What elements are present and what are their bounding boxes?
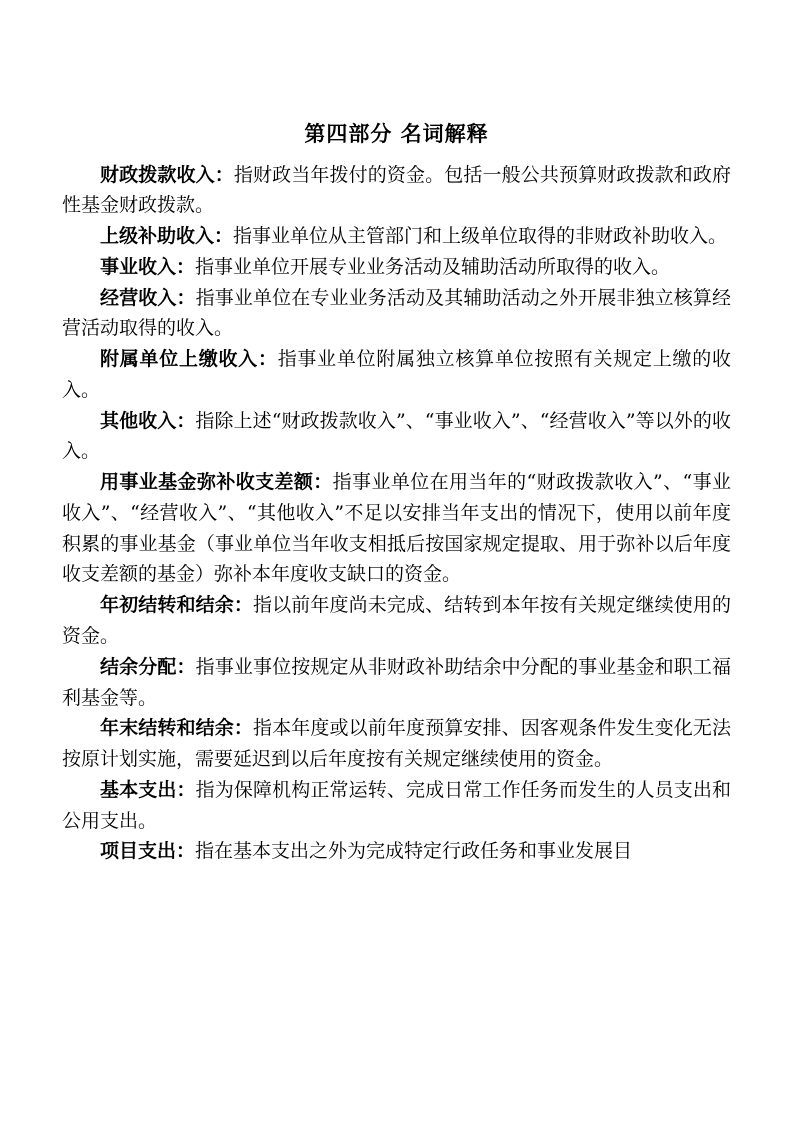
- glossary-definition: 指除上述“财政拨款收入”、“事业收入”、“经营收入”等以外的收入。: [62, 409, 731, 463]
- term-separator: ：: [233, 594, 253, 617]
- glossary-term: 基本支出: [100, 778, 177, 801]
- glossary-definition: 指为保障机构正常运转、完成日常工作任务而发生的人员支出和公用支出。: [62, 778, 731, 832]
- glossary-entry: [62, 221, 731, 252]
- term-separator: ：: [176, 840, 196, 863]
- glossary-definition: 指本年度或以前年度预算安排、因客观条件发生变化无法按原计划实施，需要延迟到以后年度按有关规定继续使用的资金。: [62, 717, 731, 771]
- glossary-entry: [62, 160, 731, 222]
- glossary-entry: [62, 252, 731, 283]
- glossary-term: 年初结转和结余: [100, 594, 234, 617]
- glossary-definition: 指以前年度尚未完成、结转到本年按有关规定继续使用的资金。: [62, 594, 731, 647]
- term-separator: ：: [176, 286, 196, 309]
- glossary-entry: [62, 590, 731, 652]
- term-separator: ：: [176, 778, 196, 801]
- glossary-term: 经营收入: [100, 286, 177, 309]
- term-separator: ：: [214, 225, 234, 248]
- glossary-term: 用事业基金弥补收支差额: [100, 471, 314, 494]
- glossary-entry: [62, 406, 731, 468]
- term-separator: ：: [214, 163, 234, 186]
- term-separator: ：: [176, 255, 196, 278]
- page-title: 第四部分 名词解释: [304, 121, 489, 146]
- glossary-definition: 指财政当年拨付的资金。包括一般公共预算财政拨款和政府性基金财政拨款。: [62, 163, 731, 217]
- glossary-definition: 指事业单位在专业业务活动及其辅助活动之外开展非独立核算经营活动取得的收入。: [62, 286, 731, 340]
- glossary-definition: 指事业单位开展专业业务活动及辅助活动所取得的收入。: [195, 255, 671, 278]
- glossary-definition: 指在基本支出之外为完成特定行政任务和事业发展目: [195, 840, 633, 863]
- term-separator: ：: [257, 348, 278, 371]
- glossary-entry: [62, 713, 731, 775]
- glossary-definition: 指事业事位按规定从非财政补助结余中分配的事业基金和职工福利基金等。: [62, 655, 731, 709]
- glossary-term: 其他收入: [100, 409, 177, 432]
- glossary-term: 项目支出: [100, 840, 177, 863]
- glossary-term: 年末结转和结余: [100, 717, 234, 740]
- glossary-entry: [62, 775, 731, 837]
- glossary-term: 上级补助收入: [100, 225, 215, 248]
- glossary-entry: [62, 467, 731, 590]
- glossary-entry: [62, 652, 731, 714]
- term-separator: ：: [313, 471, 333, 494]
- glossary-entry: [62, 344, 731, 406]
- glossary-definition: 指事业单位在用当年的“财政拨款收入”、“事业收入”、“经营收入”、“其他收入”不足以安排当年支出的情况下，使用以前年度积累的事业基金（事业单位当年收支相抵后按国家规定提取、用于弥补以后年度收支差额的基金）弥补本年度收支缺口的资金。: [62, 471, 731, 586]
- glossary-term: 结余分配: [100, 655, 177, 678]
- glossary-definition: 指事业单位附属独立核算单位按照有关规定上缴的收入。: [62, 348, 731, 401]
- term-separator: ：: [176, 409, 196, 432]
- glossary-term: 财政拨款收入: [100, 163, 215, 186]
- glossary-term: 附属单位上缴收入: [100, 348, 258, 371]
- glossary-entry: [62, 836, 731, 867]
- glossary-entry: [62, 283, 731, 345]
- term-separator: ：: [176, 655, 196, 678]
- glossary-definition: 指事业单位从主管部门和上级单位取得的非财政补助收入。: [233, 225, 728, 248]
- term-separator: ：: [233, 717, 253, 740]
- glossary-term: 事业收入: [100, 255, 177, 278]
